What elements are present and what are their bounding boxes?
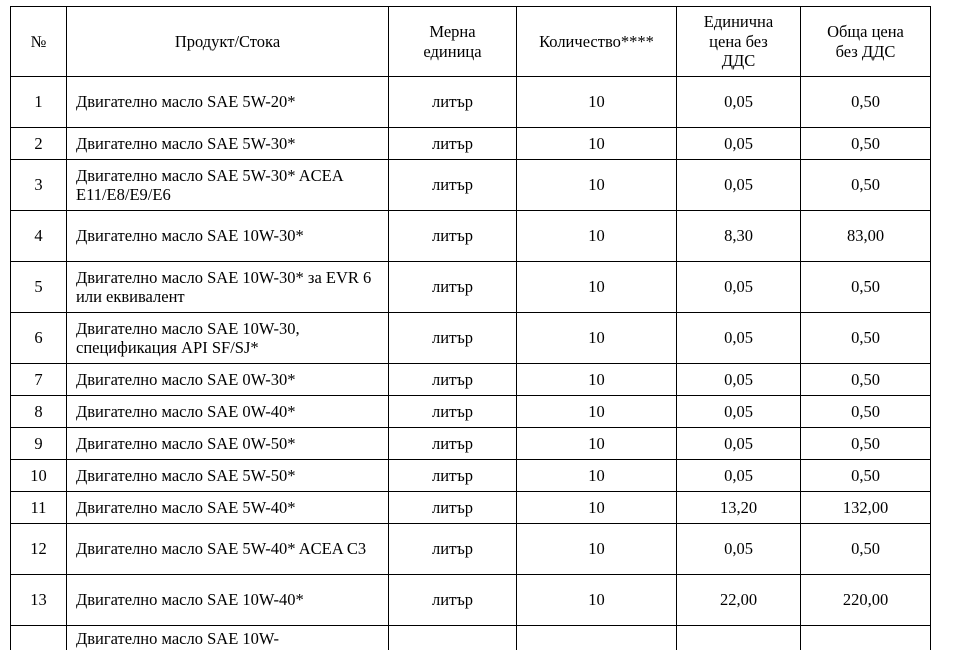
cell-unit-price: 0,05 <box>677 524 801 575</box>
cell-quantity: 10 <box>517 364 677 396</box>
table-header <box>11 7 931 77</box>
cell-unit-price: 8,30 <box>677 211 801 262</box>
cell-number: 8 <box>11 396 67 428</box>
cell-number: 13 <box>11 575 67 626</box>
cell-total-price: 0,50 <box>801 460 931 492</box>
cell-unit: литър <box>389 575 517 626</box>
table-row <box>11 575 931 626</box>
cell-unit: литър <box>389 313 517 364</box>
table-row <box>11 626 931 650</box>
cell-number: 6 <box>11 313 67 364</box>
cell-unit: литър <box>389 460 517 492</box>
cell-unit: литър <box>389 396 517 428</box>
table-row <box>11 460 931 492</box>
cell-unit-price: 0,05 <box>677 262 801 313</box>
cell-product: Двигателно масло SAE 10W-30* за EVR 6 или еквивалент <box>67 262 389 313</box>
cell-quantity: 10 <box>517 160 677 211</box>
cell-total-price: 0,50 <box>801 262 931 313</box>
cell-unit-price: 0,05 <box>677 160 801 211</box>
table-row <box>11 313 931 364</box>
cell-unit: литър <box>389 428 517 460</box>
cell-unit: литър <box>389 128 517 160</box>
header-cell-total-price: Обща цена без ДДС <box>801 7 931 77</box>
cell-quantity: 10 <box>517 396 677 428</box>
cell-unit: литър <box>389 262 517 313</box>
table-row <box>11 524 931 575</box>
cell-total-price: 0,50 <box>801 396 931 428</box>
cell-quantity: 10 <box>517 524 677 575</box>
cell-number: 1 <box>11 77 67 128</box>
cell-number: 9 <box>11 428 67 460</box>
cell-total-price: 0,50 <box>801 364 931 396</box>
cell-total-price: 220,00 <box>801 575 931 626</box>
header-cell-number: № <box>11 7 67 77</box>
table-row <box>11 77 931 128</box>
cell-number: 7 <box>11 364 67 396</box>
cell-unit: литър <box>389 492 517 524</box>
cell-unit: литър <box>389 211 517 262</box>
cell-quantity <box>517 626 677 650</box>
table-row <box>11 211 931 262</box>
cell-quantity: 10 <box>517 313 677 364</box>
cell-unit-price: 22,00 <box>677 575 801 626</box>
cell-number: 4 <box>11 211 67 262</box>
cell-quantity: 10 <box>517 428 677 460</box>
table-row <box>11 396 931 428</box>
cell-quantity: 10 <box>517 575 677 626</box>
cell-number: 10 <box>11 460 67 492</box>
cell-number: 5 <box>11 262 67 313</box>
cell-product: Двигателно масло SAE 5W-40* ACEA C3 <box>67 524 389 575</box>
cell-product: Двигателно масло SAE 5W-30* <box>67 128 389 160</box>
cell-product: Двигателно масло SAE 0W-30* <box>67 364 389 396</box>
cell-total-price: 0,50 <box>801 428 931 460</box>
cell-number: 3 <box>11 160 67 211</box>
cell-unit: литър <box>389 364 517 396</box>
price-table <box>10 6 931 650</box>
cell-product: Двигателно масло SAE 5W-40* <box>67 492 389 524</box>
cell-total-price: 0,50 <box>801 77 931 128</box>
table-row <box>11 364 931 396</box>
cell-product: Двигателно масло SAE 10W-40* <box>67 575 389 626</box>
cell-number <box>11 626 67 650</box>
cell-product: Двигателно масло SAE 0W-50* <box>67 428 389 460</box>
table-row <box>11 492 931 524</box>
cell-product: Двигателно масло SAE 10W-30* <box>67 211 389 262</box>
cell-unit-price: 0,05 <box>677 364 801 396</box>
table-row <box>11 262 931 313</box>
cell-unit-price: 0,05 <box>677 77 801 128</box>
cell-quantity: 10 <box>517 77 677 128</box>
document-page <box>0 6 957 634</box>
header-cell-quantity: Количество**** <box>517 7 677 77</box>
cell-product: Двигателно масло SAE 10W-30, спецификация API SF/SJ* <box>67 313 389 364</box>
cell-unit-price: 0,05 <box>677 428 801 460</box>
cell-quantity: 10 <box>517 460 677 492</box>
cell-total-price: 132,00 <box>801 492 931 524</box>
cell-total-price: 0,50 <box>801 524 931 575</box>
table-row <box>11 160 931 211</box>
header-row <box>11 7 931 77</box>
cell-unit-price: 0,05 <box>677 460 801 492</box>
cell-unit-price: 0,05 <box>677 128 801 160</box>
cell-unit: литър <box>389 77 517 128</box>
cell-total-price: 0,50 <box>801 160 931 211</box>
cell-unit: литър <box>389 524 517 575</box>
cell-quantity: 10 <box>517 262 677 313</box>
cell-unit-price: 0,05 <box>677 313 801 364</box>
cell-product: Двигателно масло SAE 5W-20* <box>67 77 389 128</box>
cell-product: Двигателно масло SAE 10W- <box>67 626 389 650</box>
cell-unit <box>389 626 517 650</box>
cell-total-price: 83,00 <box>801 211 931 262</box>
cell-unit-price: 0,05 <box>677 396 801 428</box>
cell-unit: литър <box>389 160 517 211</box>
header-cell-unit: Мерна единица <box>389 7 517 77</box>
header-cell-product: Продукт/Стока <box>67 7 389 77</box>
cell-unit-price: 13,20 <box>677 492 801 524</box>
cell-quantity: 10 <box>517 211 677 262</box>
cell-number: 12 <box>11 524 67 575</box>
cell-number: 2 <box>11 128 67 160</box>
cell-unit-price <box>677 626 801 650</box>
cell-number: 11 <box>11 492 67 524</box>
cell-quantity: 10 <box>517 492 677 524</box>
cell-quantity: 10 <box>517 128 677 160</box>
cell-product: Двигателно масло SAE 0W-40* <box>67 396 389 428</box>
cell-product: Двигателно масло SAE 5W-30* ACEA E11/E8/E9/E6 <box>67 160 389 211</box>
cell-product: Двигателно масло SAE 5W-50* <box>67 460 389 492</box>
cell-total-price: 0,50 <box>801 313 931 364</box>
header-cell-unit-price: Единична цена без ДДС <box>677 7 801 77</box>
cell-total-price: 0,50 <box>801 128 931 160</box>
cell-total-price <box>801 626 931 650</box>
table-row <box>11 428 931 460</box>
table-body <box>11 77 931 650</box>
table-row <box>11 128 931 160</box>
